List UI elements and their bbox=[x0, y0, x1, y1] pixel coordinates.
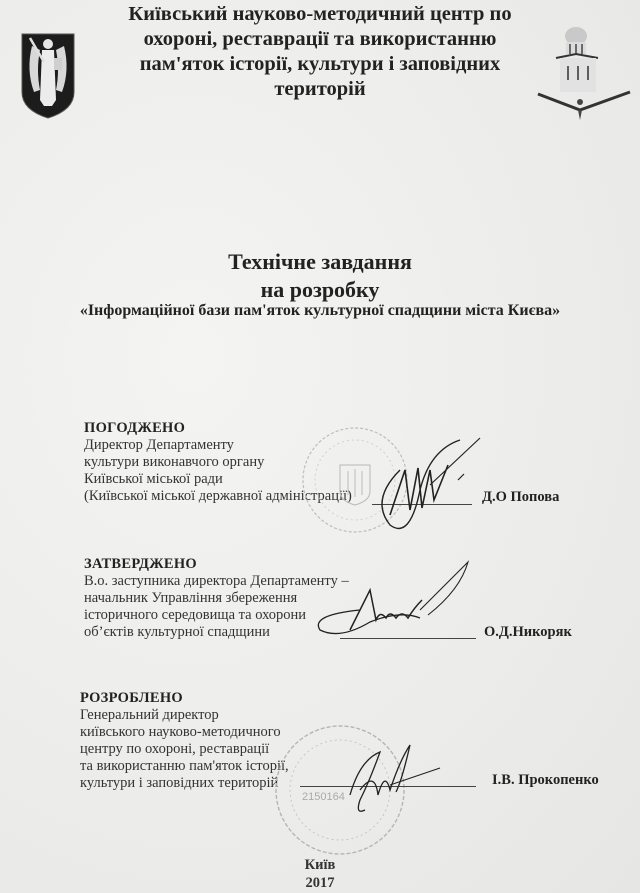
signature-icon bbox=[310, 560, 480, 640]
signatory-name: О.Д.Никоряк bbox=[484, 624, 572, 640]
document-title: Технічне завдання bbox=[228, 249, 412, 274]
position-line: та використанню пам'яток історії, bbox=[80, 758, 289, 774]
signatory-name: І.В. Прокопенко bbox=[492, 772, 599, 788]
position-line: культури виконавчого органу bbox=[84, 454, 265, 470]
position-line: В.о. заступника директора Департаменту – bbox=[84, 573, 349, 589]
org-title-line: охороні, реставрації та використанню bbox=[143, 28, 497, 50]
signature-icon bbox=[330, 740, 450, 820]
footer-year: 2017 bbox=[305, 875, 335, 891]
church-emblem-icon bbox=[536, 22, 632, 122]
org-title-line: Київський науково-методичний центр по bbox=[128, 3, 512, 25]
position-line: (Київської міської державної адміністрації) bbox=[84, 488, 352, 504]
document-title-subline: на розробку bbox=[260, 277, 380, 302]
position-line: об’єктів культурної спадщини bbox=[84, 624, 270, 640]
approval-heading: ЗАТВЕРДЖЕНО bbox=[84, 556, 198, 572]
document-subject: «Інформаційної бази пам'яток культурної спадщини міста Києва» bbox=[79, 302, 561, 319]
position-line: Директор Департаменту bbox=[84, 437, 234, 453]
org-title-line: територій bbox=[274, 78, 366, 100]
org-title-line: пам'яток історії, культури і заповідних bbox=[139, 53, 501, 75]
position-line: київського науково-методичного bbox=[80, 724, 281, 740]
position-line: начальник Управління збереження bbox=[84, 590, 298, 606]
signature-icon bbox=[360, 430, 490, 540]
position-line: культури і заповідних територій bbox=[80, 775, 279, 791]
footer-city: Київ bbox=[304, 857, 336, 873]
approval-heading: ПОГОДЖЕНО bbox=[84, 420, 186, 436]
position-line: центру по охороні, реставрації bbox=[80, 741, 270, 757]
position-line: Київської міської ради bbox=[84, 471, 223, 487]
approval-heading: РОЗРОБЛЕНО bbox=[80, 690, 184, 706]
signatory-name: Д.О Попова bbox=[482, 489, 560, 505]
stamp-code: 2150164 bbox=[302, 791, 345, 803]
position-line: історичного середовища та охорони bbox=[84, 607, 307, 623]
position-line: Генеральний директор bbox=[80, 707, 219, 723]
organization-title bbox=[100, 2, 540, 102]
kyiv-coat-of-arms-icon bbox=[18, 30, 78, 120]
